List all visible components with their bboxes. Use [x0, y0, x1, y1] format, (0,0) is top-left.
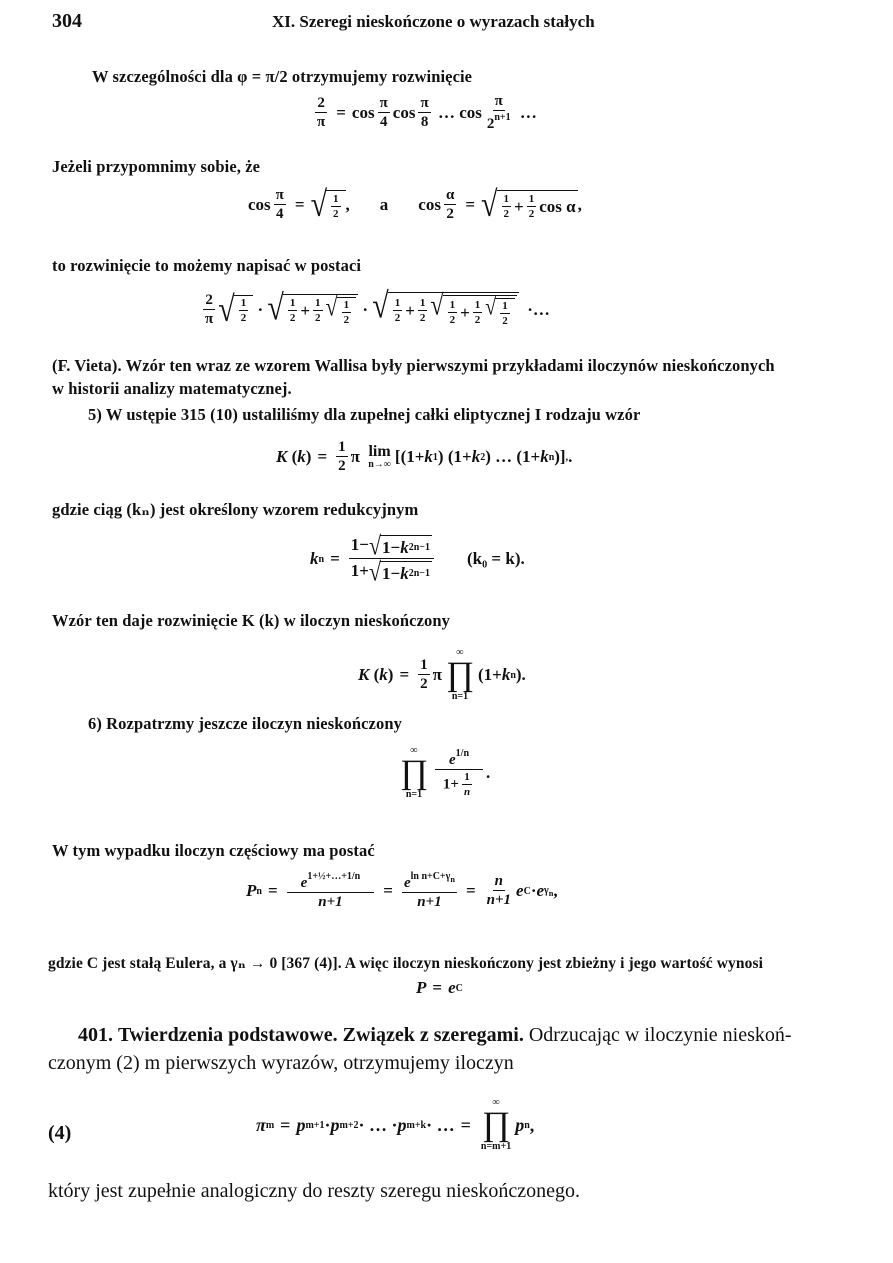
paragraph-5: 5) W ustępie 315 (10) ustaliliśmy dla zupełnej całki eliptycznej I rodzaju wzór [88, 405, 641, 424]
paragraph-3: to rozwinięcie to możemy napisać w postaci [52, 256, 362, 275]
formula-partial-product: P n = $\frac{e^{1+\frac{1}{2}+\dots+1/n}}{n+1}$ = $\frac{e^{ln n+C+\gamma_n}}{n+1}$ = $\frac{n}{n+1}$ e C · e $\gamma_n$ , [246, 871, 558, 910]
page-number: 304 [52, 10, 82, 32]
formula-cos-product: $\frac{2}{\pi}$ = cos $\frac{\pi}{4}$ cos $\frac{\pi}{8}$ … cos $\frac{\pi}{2^{n+1}}$ … [317, 93, 537, 132]
paragraph-2: Jeżeli przypomnimy sobie, że [52, 157, 261, 176]
paragraph-6: gdzie ciąg (kₙ) jest określony wzorem redukcyjnym [52, 500, 419, 519]
paragraph-8: 6) Rozpatrzmy jeszcze iloczyn nieskończony [88, 714, 402, 733]
formula-vieta: $\frac{2}{\pi}$ √ $\frac{1}{2}$ · √ $\frac{1}{2}$ + $\frac{1}{2}$ √ $\frac{1}{2}$ · √ $\frac{1}{2}$ + $\frac{1}{2}$ √ $\frac{1}{2}$ + $\frac{1}{2}$ √ $\frac{1}{2}$ ·… [205, 286, 550, 329]
paragraph-4-line-1: (F. Vieta). Wzór ten wraz ze wzorem Wallisa były pierwszymi przykładami iloczynów nieskończonych [52, 356, 775, 375]
section-number: 401. [78, 1024, 113, 1046]
running-title: XI. Szeregi nieskończone o wyrazach stałych [272, 12, 595, 31]
formula-result: P = e C [416, 978, 463, 997]
equation-label-4: (4) [48, 1122, 72, 1144]
section-text: Odrzucając w iloczynie nieskoń- [528, 1024, 792, 1046]
paragraph-7: Wzór ten daje rozwinięcie K (k) w iloczyn nieskończony [52, 611, 450, 630]
formula-elliptic-product: K ( k ) = $\frac{1}{2}$ π ∞ ∏ n=1 (1+ k n ). [358, 647, 526, 702]
formula-cos-identities: cos $\frac{\pi}{4}$ = √ $\frac{1}{2}$ , a cos $\frac{\alpha}{2}$ = √ $\frac{1}{2}$ + $\frac{1}{2}$ cos α , [248, 184, 582, 225]
formula-reduction: k n = 1− √ 1− k 2 n−1 1+ √ 1− k 2 n−1 (k₀ = k). [310, 530, 525, 587]
formula-remainder-product: π m = p m+1 · p m+2 · … · p m+k · … = ∞ ∏ n=m+1 p n , [256, 1097, 535, 1152]
paragraph-1: W szczególności dla φ = π/2 otrzymujemy rozwinięcie [92, 67, 473, 86]
section-401-line-2: czonym (2) m pierwszych wyrazów, otrzymujemy iloczyn [48, 1052, 514, 1074]
paragraph-9: W tym wypadku iloczyn częściowy ma postać [52, 841, 375, 860]
paragraph-12: który jest zupełnie analogiczny do reszty szeregu nieskończonego. [48, 1180, 581, 1202]
paragraph-4-line-2: w historii analizy matematycznej. [52, 379, 292, 398]
formula-infinite-product: ∞ ∏ n=1 $e^{1/n}$ 1+ $\frac{1}{n}$ . [400, 745, 491, 800]
formula-elliptic-limit: K ( k ) = $\frac{1}{2}$ π lim n→∞ [(1+ k 1 ) (1+ k 2 ) … (1+ k n )] , . [276, 439, 573, 474]
section-401-line-1 [78, 1024, 792, 1047]
paragraph-10: gdzie C jest stałą Eulera, a γₙ → 0 [367 (4)]. A więc iloczyn nieskończony jest zbieżny i jego wartość wynosi [48, 955, 763, 972]
section-title: Twierdzenia podstawowe. Związek z szeregami. [118, 1024, 524, 1046]
